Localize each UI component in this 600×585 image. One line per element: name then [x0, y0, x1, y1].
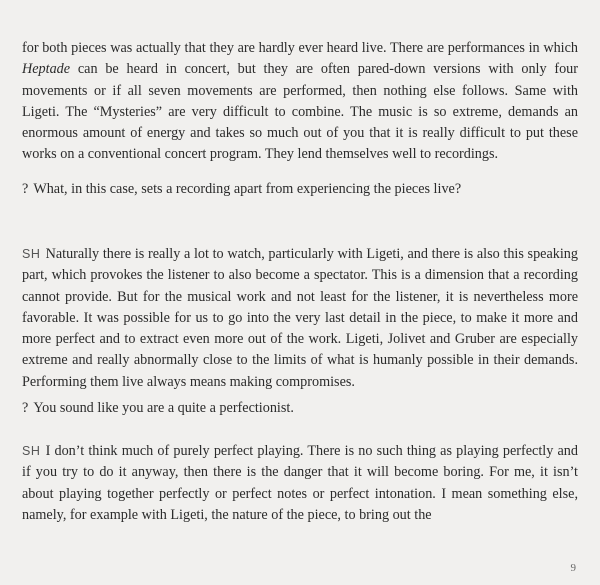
paragraph-intro [22, 38, 578, 166]
question-marker: ? [22, 400, 29, 416]
answer-text: I don’t think much of purely perfect playing. There is no such thing as playing perfectly and if you try to do it anyway, then there is the danger that it will become boring. For me, it isn’t about playing together perfectly or perfect notes or perfect intonation. I mean something else, namely, for example with Ligeti, the nature of the piece, to bring out the [22, 443, 578, 523]
page-number: 9 [570, 562, 576, 574]
answer-recording-vs-live [22, 244, 578, 393]
speaker-label: SH [22, 247, 41, 261]
question-text: You sound like you are a quite a perfectionist. [33, 400, 294, 416]
question-marker: ? [22, 181, 29, 197]
paragraph-text-end: can be heard in concert, but they are often pared-down versions with only four movements or if all seven movements are performed, then nothing else follows. Same with Ligeti. The “Mysteries” are very difficult to combine. The music is so extreme, demands an enormous amount of energy and takes so much out of you that it is really difficult to put these works on a conventional concert program. They lend themselves well to recordings. [22, 61, 578, 163]
speaker-label: SH [22, 444, 41, 458]
work-title-heptade: Heptade [22, 61, 71, 78]
question-perfectionist [22, 398, 578, 419]
question-text: What, in this case, sets a recording apart from experiencing the pieces live? [33, 181, 462, 197]
answer-text: Naturally there is really a lot to watch, particularly with Ligeti, and there is also this speaking part, which provokes the listener to also become a spectator. This is a dimension that a recording cannot provide. But for the musical work and not least for the listener, it is nevertheless more favorable. It was possible for us to go into the very last detail in the piece, to make it more and more perfect and to extract even more out of the work. Ligeti, Jolivet and Gruber are especially extreme and really abnormally close to the limits of what is humanly possible in their demands. Performing them live always means making compromises. [22, 246, 578, 390]
paragraph-text-start: for both pieces was actually that they are hardly ever heard live. There are performances in which [22, 40, 578, 56]
answer-perfectionist [22, 441, 578, 526]
question-recording-vs-live [22, 179, 578, 200]
